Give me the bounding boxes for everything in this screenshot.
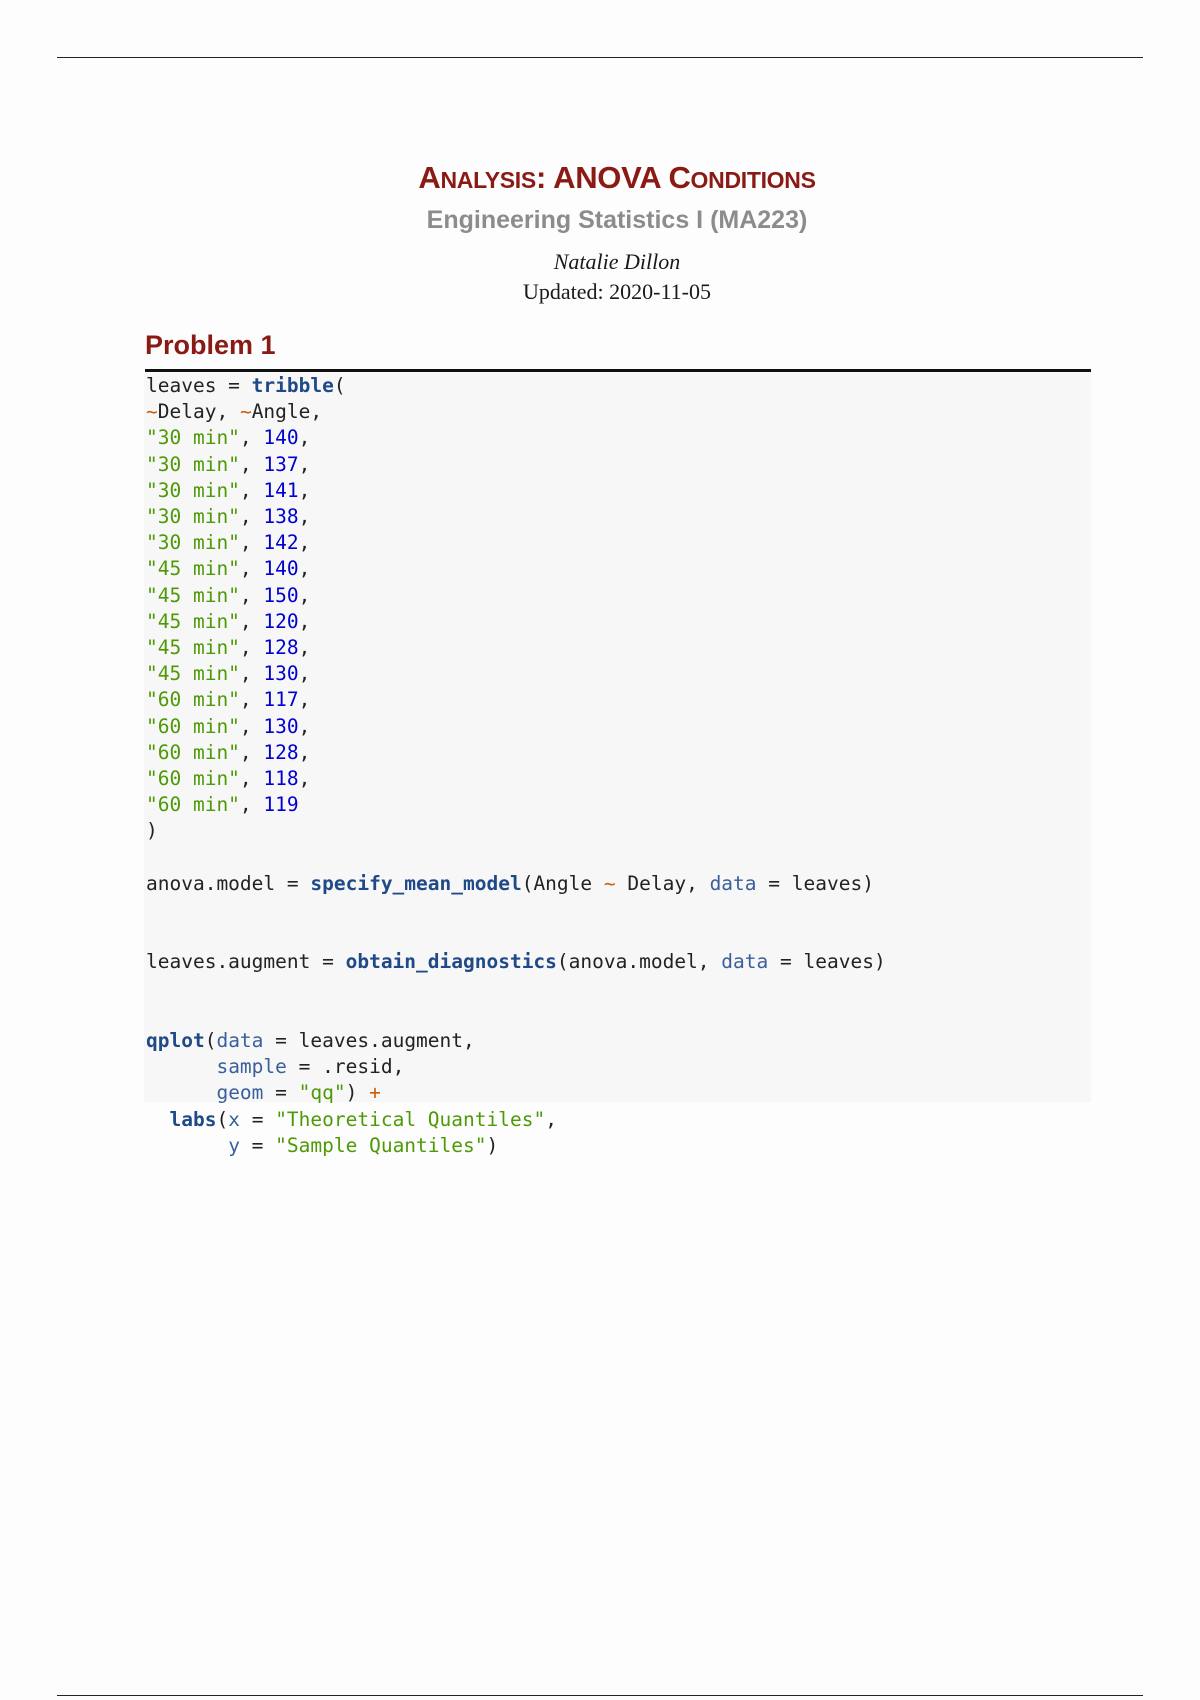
code-line: ) bbox=[146, 819, 158, 843]
bottom-rule bbox=[57, 1695, 1143, 1696]
tribble-row: "30 min", 141, bbox=[146, 478, 311, 502]
tribble-row: "60 min", 118, bbox=[146, 767, 311, 791]
tribble-row: "45 min", 130, bbox=[146, 662, 311, 686]
section-heading: Problem 1 bbox=[145, 330, 276, 360]
code-line-qplot: qplot(data = leaves.augment, bbox=[146, 1029, 475, 1053]
code-line: ~Delay, ~Angle, bbox=[146, 400, 323, 424]
code-text bbox=[144, 373, 1091, 1159]
tribble-row: "45 min", 120, bbox=[146, 609, 311, 633]
tribble-row: "45 min", 140, bbox=[146, 557, 311, 581]
tribble-row: "30 min", 140, bbox=[146, 426, 311, 450]
document-subtitle: Engineering Statistics I (MA223) bbox=[426, 206, 808, 234]
code-line-augment: leaves.augment = obtain_diagnostics(anova.model, data = leaves) bbox=[146, 950, 886, 974]
tribble-row: "30 min", 142, bbox=[146, 531, 311, 555]
tribble-row: "30 min", 138, bbox=[146, 505, 311, 529]
tribble-row: "45 min", 128, bbox=[146, 636, 311, 660]
code-line-labs-x: labs(x = "Theoretical Quantiles", bbox=[169, 1107, 557, 1131]
author-name: Natalie Dillon bbox=[553, 249, 681, 274]
code-line-sample: sample = .resid, bbox=[216, 1055, 405, 1079]
tribble-row: "30 min", 137, bbox=[146, 452, 311, 476]
tribble-row: "45 min", 150, bbox=[146, 583, 311, 607]
code-line: leaves = tribble( bbox=[146, 374, 346, 397]
document-title: ANALYSIS: ANOVA CONDITIONS bbox=[418, 160, 816, 195]
document-header bbox=[0, 160, 1200, 305]
tribble-row: "60 min", 128, bbox=[146, 740, 311, 764]
code-line-labs-y: y = "Sample Quantiles") bbox=[228, 1133, 499, 1157]
tribble-row: "60 min", 130, bbox=[146, 714, 311, 738]
top-rule bbox=[57, 57, 1143, 58]
tribble-row: "60 min", 117, bbox=[146, 688, 311, 712]
code-line-model: anova.model = specify_mean_model(Angle ~ Delay, data = leaves) bbox=[146, 871, 874, 895]
section-rule bbox=[145, 369, 1091, 372]
code-line-geom: geom = "qq") + bbox=[216, 1081, 381, 1105]
code-block bbox=[144, 373, 1091, 1157]
tribble-rows bbox=[146, 426, 310, 816]
tribble-row: "60 min", 119 bbox=[146, 793, 299, 817]
updated-date: Updated: 2020-11-05 bbox=[523, 279, 711, 304]
